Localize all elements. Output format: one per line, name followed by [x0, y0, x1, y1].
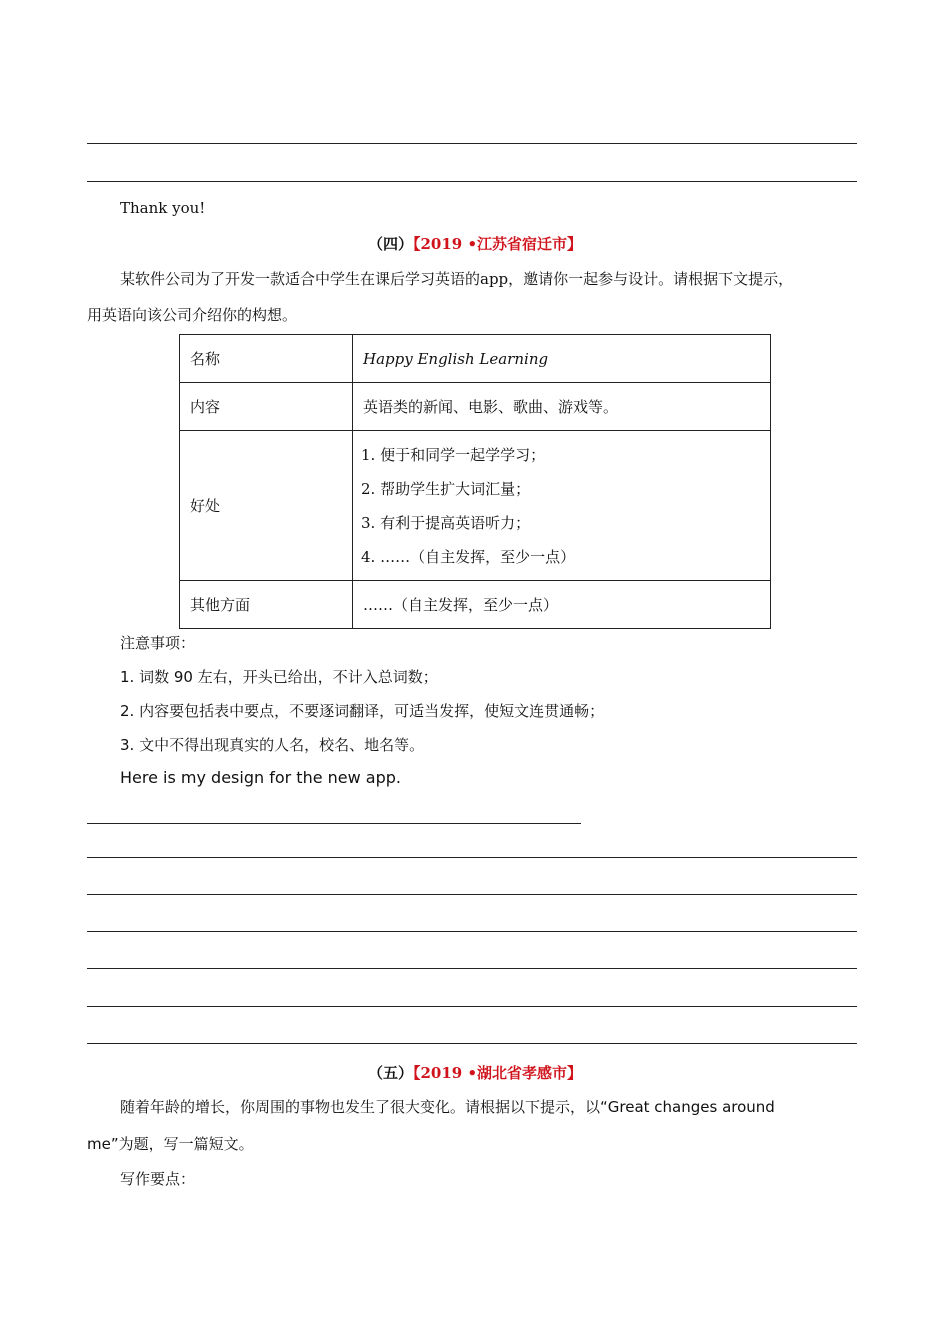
answer-line	[87, 181, 857, 182]
benefit-item: 1. 便于和同学一起学学习；	[361, 445, 546, 464]
table-row-content	[180, 383, 771, 431]
closing-text: Thank you!	[120, 199, 206, 217]
benefit-item: 4. ……（自主发挥，至少一点）	[361, 547, 576, 566]
notes-title: 注意事项：	[120, 634, 196, 652]
content-label: 内容	[180, 383, 353, 431]
benefits-label: 好处	[180, 431, 353, 581]
other-value: ……（自主发挥，至少一点）	[353, 581, 771, 629]
section4-heading	[0, 233, 950, 254]
table-row-other	[180, 581, 771, 629]
answer-line	[87, 1006, 857, 1007]
section4-intro-line1: 某软件公司为了开发一款适合中学生在课后学习英语的app，邀请你一起参与设计。请根据下文提示，	[120, 270, 794, 288]
answer-line	[87, 931, 857, 932]
table-row-benefits	[180, 431, 771, 581]
section4-intro-line2: 用英语向该公司介绍你的构想。	[87, 306, 298, 324]
section5-source: 【2019 •湖北省孝感市】	[412, 1064, 583, 1082]
table-row-name	[180, 335, 771, 383]
other-label: 其他方面	[180, 581, 353, 629]
answer-line	[87, 1043, 857, 1044]
section5-heading	[0, 1062, 950, 1083]
answer-line-short	[87, 823, 581, 824]
name-value: Happy English Learning	[353, 335, 771, 383]
name-label: 名称	[180, 335, 353, 383]
content-value: 英语类的新闻、电影、歌曲、游戏等。	[353, 383, 771, 431]
design-table	[179, 334, 771, 629]
answer-line	[87, 968, 857, 969]
answer-line	[87, 143, 857, 144]
answer-line	[87, 894, 857, 895]
benefits-list	[353, 431, 771, 581]
benefit-item: 3. 有利于提高英语听力；	[361, 513, 531, 532]
note-item: 2. 内容要包括表中要点，不要逐词翻译，可适当发挥，使短文连贯通畅；	[120, 702, 605, 720]
section4-source: 【2019 •江苏省宿迁市】	[412, 235, 583, 253]
section4-number: （四）	[367, 235, 413, 253]
answer-line	[87, 857, 857, 858]
benefit-item: 2. 帮助学生扩大词汇量；	[361, 479, 531, 498]
note-item: 1. 词数 90 左右，开头已给出，不计入总词数；	[120, 668, 438, 686]
section5-intro-line2: me”为题，写一篇短文。	[87, 1135, 254, 1153]
section5-number: （五）	[367, 1064, 413, 1082]
note-item: 3. 文中不得出现真实的人名，校名、地名等。	[120, 736, 425, 754]
opening-sentence: Here is my design for the new app.	[120, 768, 401, 787]
section5-intro-line1: 随着年龄的增长，你周围的事物也发生了很大变化。请根据以下提示，以“Great changes around	[120, 1098, 775, 1116]
writing-points-title: 写作要点：	[120, 1170, 196, 1188]
